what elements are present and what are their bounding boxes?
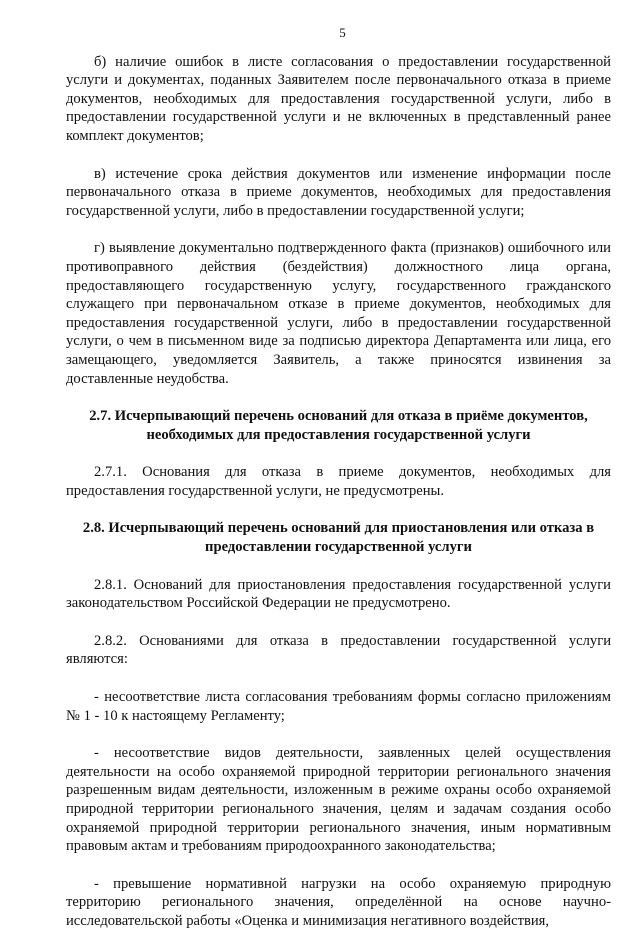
section-heading-2-7: 2.7. Исчерпывающий перечень оснований для отказа в приёме документов, необходимых для предоставления государственной услуги	[89, 408, 588, 443]
paragraph-b: б) наличие ошибок в листе согласования о предоставлении государственной услуги и документах, поданных Заявителем после первоначального отказа в приеме документов, необходимых для предоставления государственной услуги, либо в предоставлении государственной услуги и не включенных в представленный ранее комплект документов;	[66, 53, 611, 144]
list-item-form-mismatch: - несоответствие листа согласования требованиям формы согласно приложениям № 1 - 10 к настоящему Регламенту;	[66, 689, 611, 724]
paragraph-2-8-2: 2.8.2. Основаниями для отказа в предоставлении государственной услуги являются:	[66, 632, 611, 668]
section-heading-2-8: 2.8. Исчерпывающий перечень оснований для приостановления или отказа в предоставлении государственной услуги	[82, 520, 595, 556]
paragraph-2-8-1: 2.8.1. Оснований для приостановления предоставления государственной услуги законодательством Российской Федерации не предусмотрено.	[66, 576, 611, 612]
paragraph-2-7-1: 2.7.1. Основания для отказа в приеме документов, необходимых для предоставления государственной услуги, не предусмотрены.	[66, 464, 611, 499]
document-page	[66, 24, 611, 950]
list-item-activity-mismatch: - несоответствие видов деятельности, заявленных целей осуществления деятельности на особо охраняемой природной территории регионального значения разрешенным видам деятельности, изложенным в режиме охраны особо охраняемой природной территории регионального значения, целям и задачам создания особо охраняемой природной территории регионального значения, иным нормативным правовым актам и требованиям природоохранного законодательства;	[66, 745, 611, 855]
page-number: 5	[339, 25, 346, 40]
list-item-load-excess: - превышение нормативной нагрузки на особо охраняемую природную территорию регионального значения, определённой на основе научно-исследовательской работы «Оценка и минимизация негативного воздействия,	[66, 875, 611, 929]
paragraph-v: в) истечение срока действия документов или изменение информации после первоначального отказа в приеме документов, необходимых для предоставления государственной услуги, либо в предоставлении государственной услуги;	[66, 165, 611, 219]
paragraph-g: г) выявление документально подтвержденного факта (признаков) ошибочного или противоправного действия (бездействия) должностного лица органа, предоставляющего государственную услугу, государственного гражданского служащего при первоначальном отказе в приеме документов, необходимых для предоставления государственной услуги, либо в предоставлении государственной услуги, о чем в письменном виде за подписью директора Департамента или лица, его замещающего, уведомляется Заявитель, а также приносятся извинения за доставленные неудобства.	[66, 240, 611, 387]
